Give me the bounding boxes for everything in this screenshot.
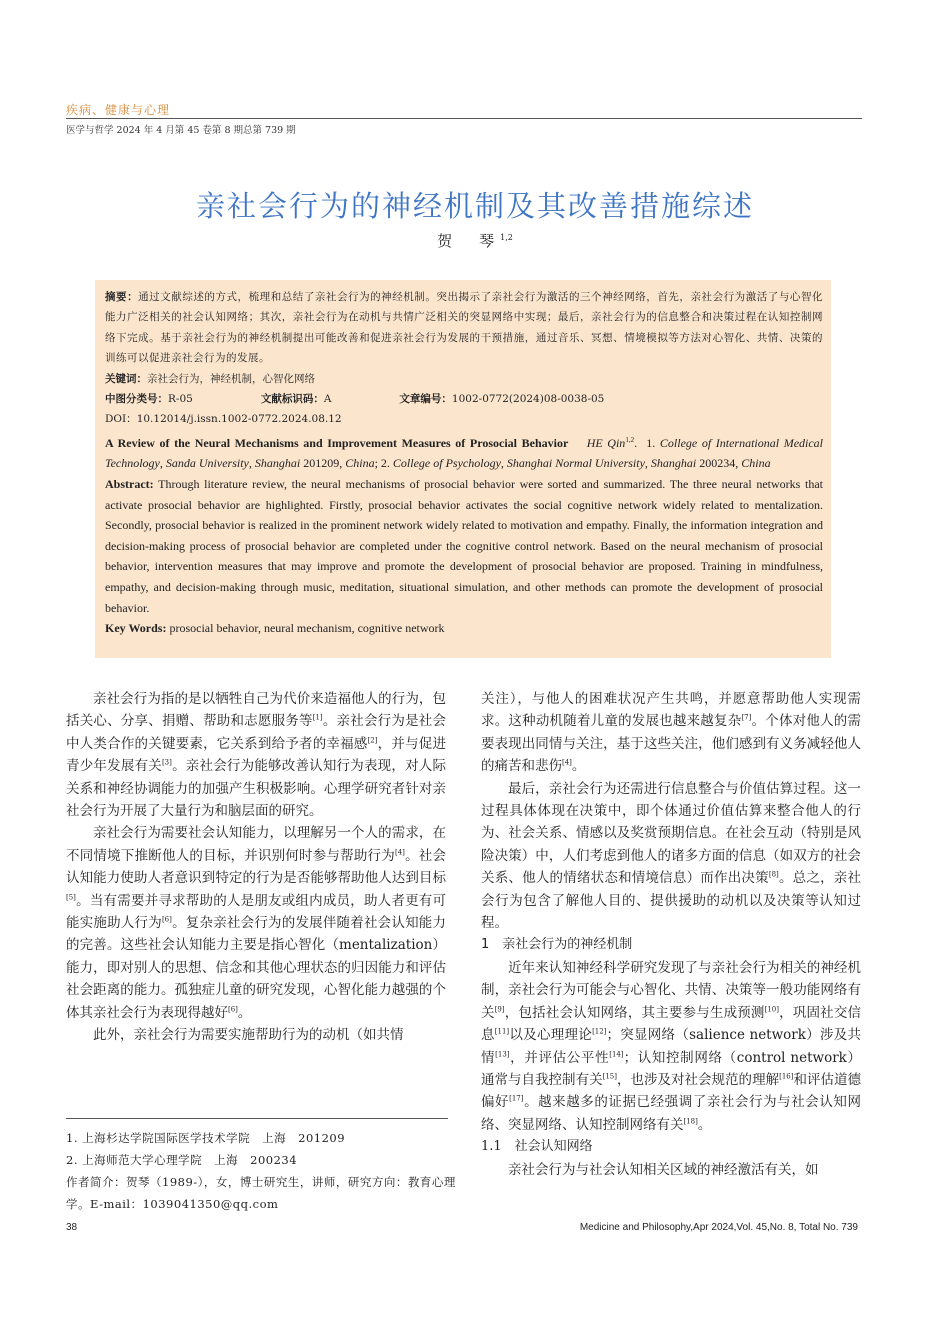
english-title: A Review of the Neural Mechanisms and Improvement Measures of Prosocial Behavior <box>105 435 569 450</box>
english-abstract-text: Through literature review, the neural mechanisms of prosocial behavior were sorted and summarized. The three neural networks that activate prosocial behavior are highlighted. Firstly, prosocial behavior activates the social cognitive network widely related to mentalization. Secondly, prosocial behavior is realized in the prominent network widely related to motivation and empathy. Finally, the information integration and decision-making process of prosocial behavior are completed under the cognitive control network. Based on the neural mechanism of prosocial behavior, intervention measures that may improve and promote the development of prosocial behavior are proposed. Training in mindfulness, empathy, and decision-making through music, meditation, situational simulation, and other methods can promote the development of prosocial behavior. <box>105 477 823 615</box>
doccode-label: 文献标识码： <box>260 393 324 406</box>
paragraph: 此外，亲社会行为需要实施帮助行为的动机（如共情 <box>93 1027 404 1044</box>
citation-ref[interactable]: [1] <box>312 713 323 722</box>
text-run: ，也涉及对社会规范的理解 <box>616 1071 780 1088</box>
citation-ref[interactable]: [16] <box>779 1072 794 1081</box>
citation-ref[interactable]: [2] <box>367 736 378 745</box>
citation-ref[interactable]: [12] <box>592 1027 607 1036</box>
doi-label: DOI： <box>105 413 137 426</box>
journal-citation: Medicine and Philosophy,Apr 2024,Vol. 45,No. 8, Total No. 739 <box>579 1222 858 1233</box>
footnotes <box>66 1127 456 1215</box>
citation-ref[interactable]: [18] <box>683 1117 698 1126</box>
text-run: 关注），与他人的困难状况产生共鸣，并愿意帮助他人实现需求。这种动机随着儿童的发展也越来越复杂 <box>481 691 861 730</box>
affil-1-zip: 201209 <box>303 456 340 471</box>
artno-label: 文章编号： <box>399 393 452 406</box>
citation-ref[interactable]: [10] <box>764 1005 779 1014</box>
citation-ref[interactable]: [6] <box>228 1005 238 1014</box>
doi-value[interactable]: 10.12014/j.issn.1002-0772.2024.08.12 <box>136 413 342 426</box>
paper-title: 亲社会行为的神经机制及其改善措施综述 <box>195 189 754 224</box>
citation-ref[interactable]: [9] <box>494 1005 505 1014</box>
author-line <box>0 230 950 251</box>
subsection-heading: 1.1 社会认知网络 <box>481 1139 593 1155</box>
paragraph <box>481 957 861 1136</box>
text-run: ；认知控制网络（control network）通常与自我控制有关 <box>481 1049 861 1088</box>
header-rule <box>66 118 862 119</box>
text-run: 近年来认知神经科学研究发现了与亲社会行为相关的神经机制，亲社会行为可能会与心智化、共情、决策等一般功能网络有关 <box>481 959 861 1021</box>
citation-ref[interactable]: [11] <box>494 1027 510 1036</box>
footnote-affil-2: 2. 上海师范大学心理学院 上海 200234 <box>66 1153 298 1167</box>
cls-label: 中图分类号： <box>105 393 168 406</box>
english-keywords <box>105 618 823 639</box>
author-bio: 作者简介：贺琴（1989-），女，博士研究生，讲师，研究方向：教育心理学。E-mail：1039041350@qq.com <box>66 1175 456 1211</box>
affil-1-country: China <box>345 456 375 471</box>
affil-2-num: 2. <box>380 456 390 471</box>
text-run: 亲社会行为需要社会认知能力，以理解另一个人的需求，在不同情境下推断他人的目标，并识别何时参与帮助行为 <box>66 825 446 864</box>
affil-2: College of Psychology <box>392 456 501 471</box>
text-run: 。 <box>237 1004 252 1021</box>
text-run: ，并与促进青少年发展有关 <box>66 735 447 775</box>
affil-2-zip: 200234 <box>699 456 736 471</box>
paragraph <box>481 688 861 778</box>
affil-1: College of International Medical Technology <box>105 435 824 471</box>
affil-2-country: China <box>741 456 771 471</box>
affil-2-city: Shanghai <box>650 456 697 471</box>
author-affil: 1,2 <box>500 233 513 242</box>
text-run: ，并评估公平性 <box>509 1049 610 1066</box>
citation-ref[interactable]: [3] <box>161 758 172 767</box>
keywords-cn-text: 亲社会行为，神经机制，心智化网络 <box>147 372 315 385</box>
english-abstract-label: Abstract: <box>105 477 154 492</box>
text-run: 。总之，亲社会行为包含了解他人目的、提供援助的动机以及决策等认知过程。 <box>481 870 862 932</box>
abstract-cn-text: 通过文献综述的方式，梳理和总结了亲社会行为的神经机制。突出揭示了亲社会行为激活的三个神经网络，首先，亲社会行为激活了与心智化能力广泛相关的社会认知网络；其次，亲社会行为在动机与共情广泛相关的突显网络中实现；最后，亲社会行为的信息整合和决策过程在认知控制网络下完成。基于亲社会行为的神经机制提出可能改善和促进亲社会行为发展的干预措施，通过音乐、冥想、情境模拟等方法对心智化、共情、决策的训练可以促进亲社会行为的发展。 <box>105 291 823 365</box>
english-author: HE Qin <box>586 435 626 450</box>
citation-ref[interactable]: [15] <box>602 1072 617 1081</box>
english-keywords-text: prosocial behavior, neural mechanism, cognitive network <box>169 621 445 636</box>
paragraph <box>66 688 446 822</box>
author-name: 贺 琴 <box>437 232 501 250</box>
text-run: 。 <box>571 758 586 775</box>
page-number: 38 <box>66 1222 78 1233</box>
text-run: 亲社会行为指的是以牺牲自己为代价来造福他人的行为，包括关心、分享、捐赠、帮助和志愿服务等 <box>66 691 446 730</box>
text-run: 。复杂亲社会行为的发展伴随着社会认知能力的完善。这些社会认知能力主要是指心智化（mentalization）能力，即对别人的思想、信念和其他心理状态的归因能力和评估社会距离的能力。孤独症儿童的研究发现，心智化能力越强的个体其亲社会行为表现得越好 <box>66 915 447 1021</box>
english-keywords-label: Key Words: <box>105 621 167 636</box>
cls-value: R-05 <box>168 393 193 406</box>
artno-value: 1002-0772(2024)08-0038-05 <box>451 393 605 406</box>
english-abstract <box>105 474 823 618</box>
paragraph <box>66 822 446 1024</box>
affil-1-num: 1. <box>646 435 656 450</box>
citation-ref[interactable]: [17] <box>509 1094 524 1103</box>
paragraph <box>481 778 861 935</box>
text-run: ，包括社会认知网络，其主要参与生成预测 <box>504 1004 765 1021</box>
citation-ref[interactable]: [4] <box>562 758 572 767</box>
citation-ref[interactable]: [13] <box>495 1050 510 1058</box>
affil-2-univ: Shanghai Normal University <box>506 456 645 471</box>
abstract-box <box>95 280 831 658</box>
text-run: ；突显网络（salience network）涉及共情 <box>481 1027 862 1066</box>
section-tag: 疾病、健康与心理 <box>66 103 171 117</box>
footnote-rule <box>66 1118 448 1119</box>
english-author-sup: 1,2 <box>625 435 635 444</box>
doi-row <box>105 409 823 429</box>
body-column-left <box>66 688 446 1047</box>
body-column-right <box>481 688 861 1181</box>
text-run: 。个体对他人的需要表现出同情与关注，基于这些关注，他们感到有义务减轻他人的痛苦和悲伤 <box>481 713 862 775</box>
citation-ref[interactable]: [4] <box>394 848 405 857</box>
text-run: 。亲社会行为能够改善认知行为表现，对人际关系和神经协调能力的加强产生积极影响。心理学研究者针对亲社会行为开展了大量行为和脑层面的研究。 <box>66 758 447 820</box>
abstract-label: 摘要： <box>105 291 139 303</box>
citation-ref[interactable]: [7] <box>741 713 752 722</box>
english-title-block: A Review of the Neural Mechanisms and Improvement Measures of Prosocial Behavior HE Qin$^{1,2}$. 1. College of International Medical Technology, Sanda University, Shanghai 201209, China; 2. College of Psychology, Shanghai Normal University, Shanghai 200234, China <box>105 435 824 471</box>
section-heading: 1 亲社会行为的神经机制 <box>481 937 633 953</box>
paragraph: 亲社会行为与社会认知相关区域的神经激活有关，如 <box>508 1161 819 1178</box>
affil-1-univ: Sanda University <box>165 456 249 471</box>
affil-1-city: Shanghai <box>254 456 301 471</box>
text-run: 。 <box>697 1116 712 1133</box>
text-run: 以及心理理论 <box>509 1027 593 1044</box>
text-run: 。亲社会行为是社会中人类合作的关键要素，它关系到给予者的幸福感 <box>66 713 446 752</box>
classification-row <box>105 389 823 409</box>
abstract-cn <box>105 287 823 369</box>
text-run: 和评估道德偏好 <box>481 1071 862 1111</box>
text-run: 最后，亲社会行为还需进行信息整合与价值估算过程。这一过程具体体现在决策中，即个体通过价值估算来整合他人的行为、社会关系、情感以及奖赏预期信息。在社会互动（特别是风险决策）中，人们考虑到他人的诸多方面的信息（如双方的社会关系、他人的情绪状态和情境信息）而作出决策 <box>481 780 861 887</box>
keywords-cn <box>105 369 823 389</box>
citation-ref[interactable]: [5] <box>66 893 76 902</box>
text-run: ，巩固社交信息 <box>481 1004 862 1044</box>
journal-line: 医学与哲学 2024 年 4 月第 45 卷第 8 期总第 739 期 <box>66 125 296 136</box>
keywords-label: 关键词： <box>105 372 147 385</box>
citation-ref[interactable]: [14] <box>609 1050 624 1058</box>
citation-ref[interactable]: [8] <box>768 870 779 879</box>
doccode-value: A <box>323 393 332 406</box>
citation-ref[interactable]: [6] <box>161 915 172 924</box>
text-run: 。当有需要并寻求帮助的人是朋友或组内成员，助人者更有可能实施助人行为 <box>66 892 446 932</box>
footnote-affil-1: 1. 上海杉达学院国际医学技术学院 上海 201209 <box>66 1131 346 1145</box>
text-run: 。社会认知能力使助人者意识到特定的行为是否能够帮助他人达到目标 <box>66 847 447 887</box>
text-run: 。越来越多的证据已经强调了亲社会行为与社会认知网络、突显网络、认知控制网络有关 <box>481 1094 861 1133</box>
